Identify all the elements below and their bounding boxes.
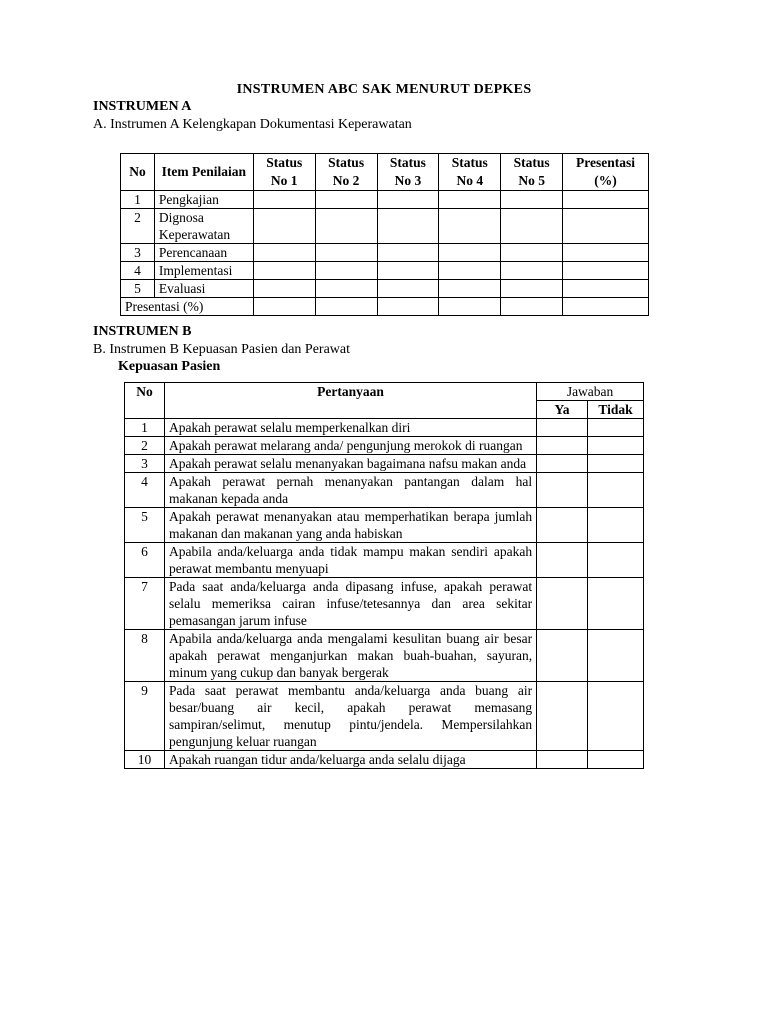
answer-ya-cell[interactable]: [537, 751, 588, 769]
table-b: [124, 382, 644, 769]
row-item: Perencanaan: [154, 244, 253, 262]
table-cell: [501, 244, 563, 262]
table-cell: [501, 191, 563, 209]
header-ya: Ya: [537, 401, 588, 419]
document-title: INSTRUMEN ABC SAK MENURUT DEPKES: [236, 82, 532, 97]
table-cell: [501, 298, 563, 316]
table-cell: [377, 191, 439, 209]
table-row: [125, 682, 644, 751]
table-a-header-row: [121, 154, 649, 191]
table-row: [125, 437, 644, 455]
row-item: Implementasi: [154, 262, 253, 280]
table-row: [125, 473, 644, 508]
row-number: 3: [121, 244, 155, 262]
section-a-subheading: A. Instrumen A Kelengkapan Dokumentasi Keperawatan: [93, 117, 412, 132]
row-number: 2: [121, 209, 155, 244]
answer-ya-cell[interactable]: [537, 419, 588, 437]
table-cell: [501, 280, 563, 298]
table-cell: [253, 191, 315, 209]
section-b-heading: INSTRUMEN B: [93, 324, 192, 339]
table-row: [125, 508, 644, 543]
answer-tidak-cell[interactable]: [588, 578, 644, 630]
table-cell: [439, 298, 501, 316]
table-cell: [253, 262, 315, 280]
table-row: [121, 244, 649, 262]
table-cell: [253, 209, 315, 244]
table-cell: [315, 298, 377, 316]
row-number: 4: [125, 473, 165, 508]
row-question: Apabila anda/keluarga anda tidak mampu makan sendiri apakah perawat membantu menyuapi: [164, 543, 536, 578]
table-cell: [315, 244, 377, 262]
table-cell: [315, 209, 377, 244]
table-row: [125, 455, 644, 473]
table-cell: [377, 209, 439, 244]
table-cell: [377, 280, 439, 298]
section-b-subheading: B. Instrumen B Kepuasan Pasien dan Perawat: [93, 342, 350, 357]
table-row: [125, 419, 644, 437]
answer-ya-cell[interactable]: [537, 473, 588, 508]
answer-tidak-cell[interactable]: [588, 543, 644, 578]
table-row: [121, 262, 649, 280]
table-cell: [315, 191, 377, 209]
header-tidak: Tidak: [588, 401, 644, 419]
table-cell: [253, 280, 315, 298]
row-question: Pada saat perawat membantu anda/keluarga anda buang air besar/buang air kecil, apakah perawat memasang sampiran/selimut, menutup pintu/jendela. Mempersilahkan pengunjung keluar ruangan: [164, 682, 536, 751]
table-cell: [439, 244, 501, 262]
header-pertanyaan: Pertanyaan: [164, 383, 536, 419]
answer-tidak-cell[interactable]: [588, 473, 644, 508]
answer-ya-cell[interactable]: [537, 437, 588, 455]
answer-tidak-cell[interactable]: [588, 508, 644, 543]
table-row: [121, 191, 649, 209]
answer-ya-cell[interactable]: [537, 578, 588, 630]
row-item: Evaluasi: [154, 280, 253, 298]
header-status-5: Status No 5: [501, 154, 563, 191]
row-question: Apakah perawat selalu menanyakan bagaimana nafsu makan anda: [164, 455, 536, 473]
table-cell: [563, 191, 649, 209]
row-question: Apakah perawat melarang anda/ pengunjung merokok di ruangan: [164, 437, 536, 455]
row-number: 8: [125, 630, 165, 682]
table-cell: [563, 244, 649, 262]
table-cell: [563, 262, 649, 280]
answer-tidak-cell[interactable]: [588, 455, 644, 473]
table-a-footer-row: [121, 298, 649, 316]
header-status-4: Status No 4: [439, 154, 501, 191]
row-item: Dignosa Keperawatan: [154, 209, 253, 244]
table-b-header-row: [125, 383, 644, 401]
row-question: Apabila anda/keluarga anda mengalami kesulitan buang air besar apakah perawat menganjurkan makan buah-buahan, sayuran, minum yang cukup dan banyak bergerak: [164, 630, 536, 682]
row-item: Pengkajian: [154, 191, 253, 209]
header-no: No: [121, 154, 155, 191]
answer-tidak-cell[interactable]: [588, 419, 644, 437]
row-question: Apakah perawat selalu memperkenalkan diri: [164, 419, 536, 437]
table-cell: [253, 244, 315, 262]
row-number: 2: [125, 437, 165, 455]
table-cell: [439, 262, 501, 280]
row-number: 1: [125, 419, 165, 437]
row-number: 4: [121, 262, 155, 280]
answer-tidak-cell[interactable]: [588, 437, 644, 455]
table-cell: [439, 209, 501, 244]
table-cell: [253, 298, 315, 316]
header-presentasi: Presentasi (%): [563, 154, 649, 191]
table-cell: [377, 244, 439, 262]
row-number: 1: [121, 191, 155, 209]
row-question: Apakah ruangan tidur anda/keluarga anda selalu dijaga: [164, 751, 536, 769]
table-cell: [563, 280, 649, 298]
row-question: Apakah perawat menanyakan atau memperhatikan berapa jumlah makanan dan makanan yang anda habiskan: [164, 508, 536, 543]
row-number: 5: [125, 508, 165, 543]
row-number: 6: [125, 543, 165, 578]
answer-ya-cell[interactable]: [537, 682, 588, 751]
answer-ya-cell[interactable]: [537, 630, 588, 682]
table-cell: [315, 262, 377, 280]
answer-tidak-cell[interactable]: [588, 682, 644, 751]
table-row: [125, 751, 644, 769]
table-cell: [563, 209, 649, 244]
header-item: Item Penilaian: [154, 154, 253, 191]
table-cell: [439, 191, 501, 209]
table-a: [120, 153, 649, 316]
footer-label: Presentasi (%): [121, 298, 254, 316]
row-number: 10: [125, 751, 165, 769]
answer-tidak-cell[interactable]: [588, 630, 644, 682]
table-row: [125, 578, 644, 630]
table-cell: [563, 298, 649, 316]
table-row: [125, 543, 644, 578]
section-a-heading: INSTRUMEN A: [93, 99, 192, 114]
kepuasan-pasien-heading: Kepuasan Pasien: [118, 359, 221, 374]
row-number: 9: [125, 682, 165, 751]
table-row: [121, 280, 649, 298]
table-cell: [377, 262, 439, 280]
header-jawaban: Jawaban: [537, 383, 644, 401]
answer-ya-cell[interactable]: [537, 508, 588, 543]
row-number: 7: [125, 578, 165, 630]
row-number: 3: [125, 455, 165, 473]
table-row: [121, 209, 649, 244]
header-status-1: Status No 1: [253, 154, 315, 191]
header-no: No: [125, 383, 165, 419]
table-cell: [315, 280, 377, 298]
header-status-3: Status No 3: [377, 154, 439, 191]
row-question: Apakah perawat pernah menanyakan pantangan dalam hal makanan kepada anda: [164, 473, 536, 508]
row-number: 5: [121, 280, 155, 298]
header-status-2: Status No 2: [315, 154, 377, 191]
table-row: [125, 630, 644, 682]
table-cell: [439, 280, 501, 298]
answer-tidak-cell[interactable]: [588, 751, 644, 769]
answer-ya-cell[interactable]: [537, 543, 588, 578]
table-cell: [501, 209, 563, 244]
row-question: Pada saat anda/keluarga anda dipasang infuse, apakah perawat selalu memeriksa cairan infuse/tetesannya dan area sekitar pemasangan jarum infuse: [164, 578, 536, 630]
table-cell: [377, 298, 439, 316]
answer-ya-cell[interactable]: [537, 455, 588, 473]
table-cell: [501, 262, 563, 280]
